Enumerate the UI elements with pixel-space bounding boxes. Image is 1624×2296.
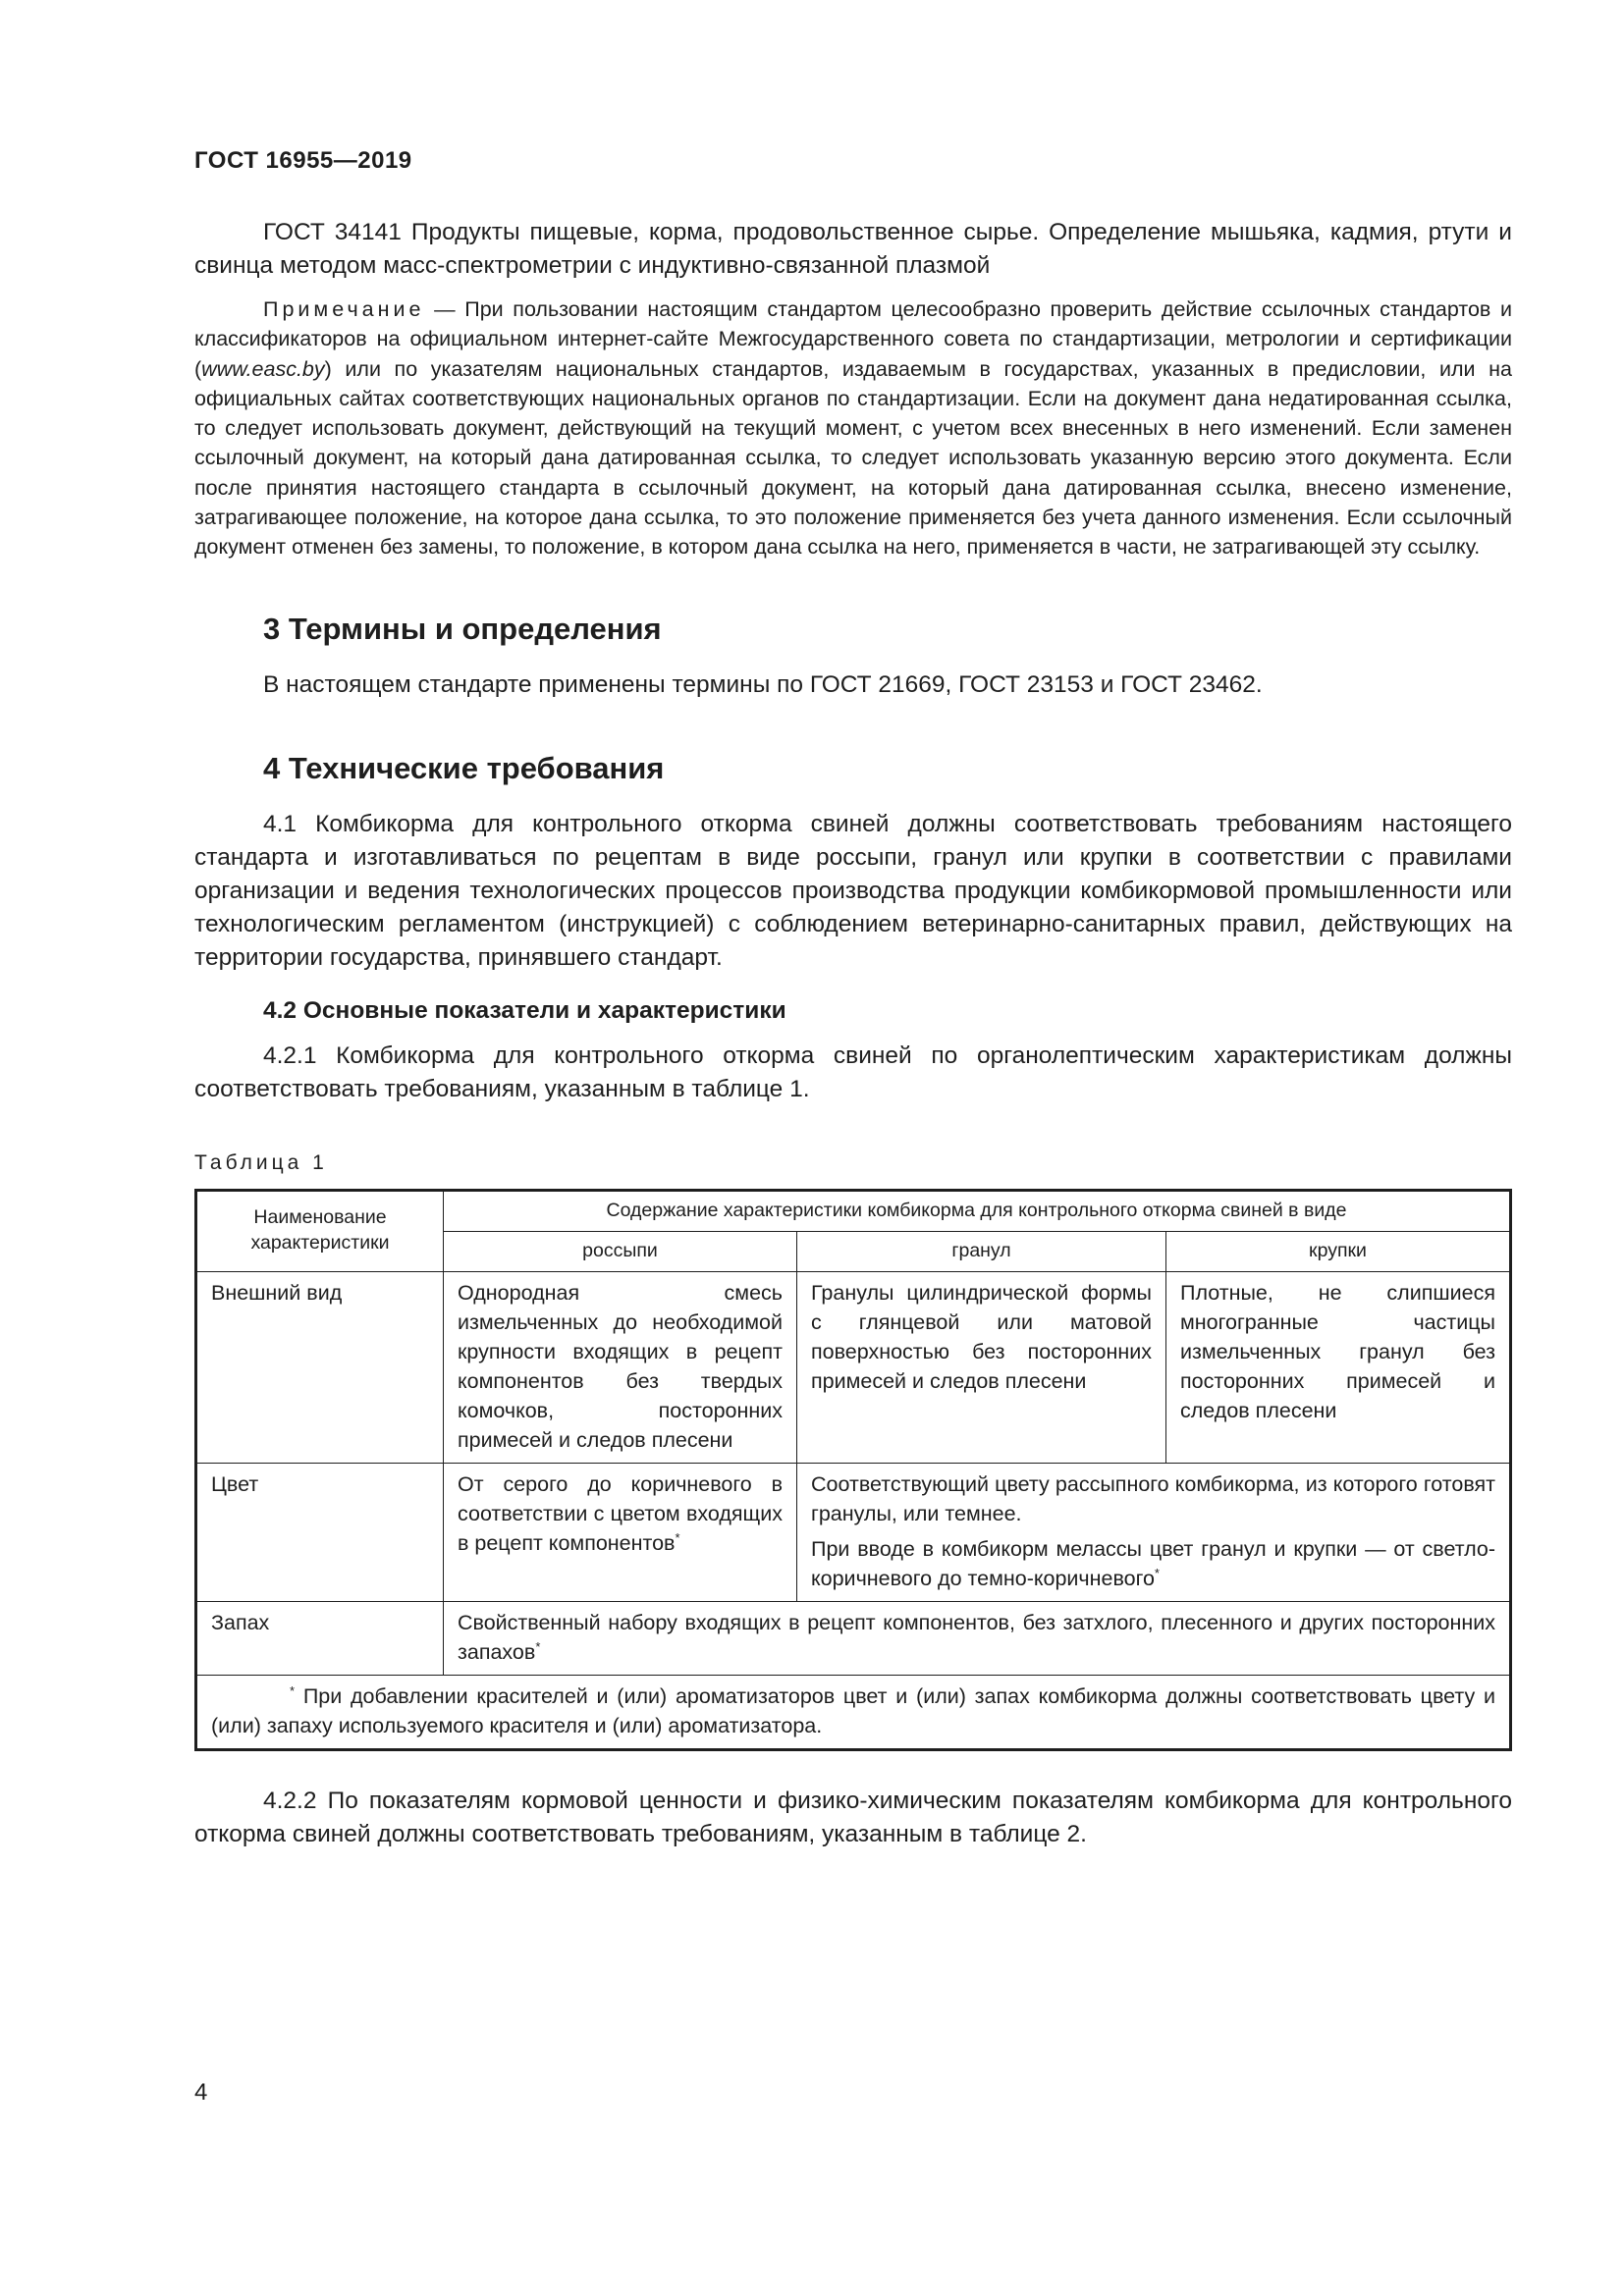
table-footnote: При добавлении красителей и (или) ароматизаторов цвет и (или) запах комбикорма должны соответствовать цвету и (или) запаху используемого красителя и (или) ароматизатора. [211,1683,1495,1737]
row-name-color: Цвет [196,1463,444,1601]
note-paragraph [194,294,1512,562]
color-granul-krupki-1: Соответствующий цвету рассыпного комбикорма, из которого готовят гранулы, или темнее. [811,1471,1495,1525]
subsection-4-2-title: 4.2 Основные показатели и характеристики [263,996,786,1024]
reference-gost-34141: ГОСТ 34141 Продукты пищевые, корма, продовольственное сырье. Определение мышьяка, кадмия, ртути и свинца методом масс-спектрометрии с индуктивно-связанной плазмой [194,219,1512,279]
page-number: 4 [194,2079,208,2106]
table-row-appearance [196,1271,1511,1463]
paragraph-4-2-2: 4.2.2 По показателям кормовой ценности и физико-химическим показателям комбикорма для контрольного откорма свиней должны соответствовать требованиям, указанным в таблице 2. [194,1787,1512,1847]
note-label: Примечание [263,297,425,321]
document-id-header: ГОСТ 16955—2019 [194,147,412,174]
header-krupki: крупки [1166,1231,1511,1271]
color-rossypi-cell [444,1463,797,1601]
header-rossypi: россыпи [444,1231,797,1271]
footnote-mark: * [1154,1565,1160,1580]
color-rossypi: От серого до коричневого в соответствии с цветом входящих в рецепт компонентов [458,1471,783,1555]
appearance-granul: Гранулы цилиндрической формы с глянцевой или матовой поверхностью без посторонних примесей и следов плесени [797,1271,1166,1463]
note-url: www.easc.by [201,356,325,381]
note-text-2: ) или по указателям национальных стандартов, издаваемым в государствах, указанных в предисловии, или на официальных сайтах соответствующих национальных органов по стандартизации. Если на документ дана недатированная ссылка, то следует использовать документ, действующий на текущий момент, с учетом всех внесенных в него изменений. Если заменен ссылочный документ, на который дана датированная ссылка, то следует использовать указанную версию этого документа. Если после принятия настоящего стандарта в ссылочный документ, на который дана датированная ссылка, внесено изменение, затрагивающее положение, на которое дана ссылка, то это положение применяется без учета данного изменения. Если ссылочный документ отменен без замены, то положение, в котором дана ссылка на него, применяется в части, не затрагивающей эту ссылку. [194,356,1512,560]
table-row-color [196,1463,1511,1601]
section-3-title: 3 Термины и определения [263,611,662,646]
section-3-text: В настоящем стандарте применены термины по ГОСТ 21669, ГОСТ 23153 и ГОСТ 23462. [263,670,1263,698]
row-name-smell: Запах [196,1601,444,1675]
table-row-smell [196,1601,1511,1675]
footnote-mark: * [675,1529,680,1545]
appearance-krupki: Плотные, не слипшиеся многогранные частицы измельченных гранул без посторонних примесей и следов плесени [1166,1271,1511,1463]
header-granul: гранул [797,1231,1166,1271]
color-granul-krupki-2: При вводе в комбикорм мелассы цвет гранул и крупки — от светло-коричневого до темно-коричневого [811,1536,1495,1590]
table-1 [194,1189,1512,1751]
table-footnote-row [196,1675,1511,1749]
row-name-appearance: Внешний вид [196,1271,444,1463]
header-content-group: Содержание характеристики комбикорма для контрольного откорма свиней в виде [444,1190,1511,1231]
color-granul-krupki-cell [797,1463,1511,1601]
header-characteristic-name: Наименование характеристики [196,1190,444,1271]
paragraph-4-1: 4.1 Комбикорма для контрольного откорма свиней должны соответствовать требованиям настоящего стандарта и изготавливаться по рецептам в виде россыпи, гранул или крупки в соответствии с правилами организации и ведения технологических процессов производства продукции комбикормовой промышленности или технологическим регламентом (инструкцией) с соблюдением ветеринарно-санитарных правил, действующих на территории государства, принявшего стандарт. [194,810,1512,971]
section-4-title: 4 Технические требования [263,750,665,785]
table-header-row [196,1190,1511,1231]
smell-all-cell [444,1601,1511,1675]
footnote-mark: * [535,1638,541,1654]
table-1-caption: Таблица 1 [194,1150,328,1174]
table-footnote-cell [196,1675,1511,1749]
paragraph-4-2-1: 4.2.1 Комбикорма для контрольного откорма свиней по органолептическим характеристикам должны соответствовать требованиям, указанным в таблице 1. [194,1041,1512,1102]
smell-all: Свойственный набору входящих в рецепт компонентов, без затхлого, плесенного и других посторонних запахов [458,1610,1495,1664]
color-granul-krupki-2-para [811,1534,1495,1593]
page-content [194,216,1512,1851]
appearance-rossypi: Однородная смесь измельченных до необходимой крупности входящих в рецепт компонентов без твердых комочков, посторонних примесей и следов плесени [444,1271,797,1463]
footnote-mark: * [290,1682,296,1698]
note-text-1: — При пользовании настоящим стандартом целесообразно проверить действие ссылочных стандартов и классификаторов на официальном интернет-сайте Межгосударственного совета по стандартизации, метрологии и сертификации ( [194,297,1512,381]
